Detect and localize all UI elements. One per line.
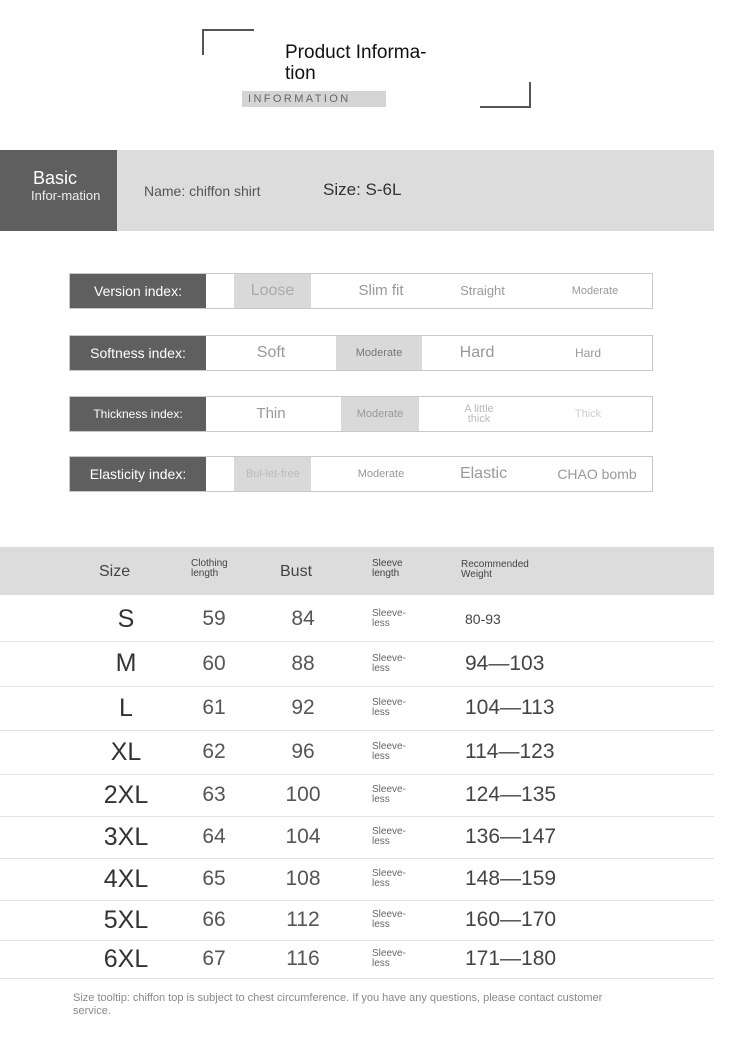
cell-sleeve: Sleeve-less <box>372 741 406 762</box>
cell-bust: 104 <box>285 825 321 848</box>
cell-weight: 94—103 <box>465 651 545 675</box>
index-option-selected: Moderate <box>341 397 419 431</box>
header-sleeve-length: Sleeve length <box>372 558 403 579</box>
table-row <box>0 686 714 730</box>
cell-size: 3XL <box>103 822 149 851</box>
header-recommended-weight: Recommended Weight <box>461 559 529 580</box>
index-label: Thickness index: <box>70 397 206 431</box>
product-size-range: Size: S-6L <box>323 180 402 199</box>
cell-bust: 100 <box>285 783 321 806</box>
cell-size: XL <box>110 737 142 766</box>
table-row <box>0 940 714 978</box>
index-option: Straight <box>460 283 505 298</box>
index-option: A little thick <box>464 403 494 425</box>
cell-size: 4XL <box>103 864 149 893</box>
cell-sleeve: Sleeve-less <box>372 697 406 718</box>
table-row <box>0 641 714 686</box>
cell-length: 65 <box>202 867 226 890</box>
size-table-header <box>0 547 714 595</box>
index-option: Elastic <box>459 465 508 482</box>
cell-length: 67 <box>202 947 226 970</box>
cell-length: 64 <box>202 825 226 848</box>
table-row <box>0 858 714 900</box>
cell-size: 6XL <box>103 944 149 973</box>
index-label: Elasticity index: <box>70 457 206 491</box>
info-subtitle: INFORMATION <box>242 91 386 107</box>
corner-decoration-top-left <box>202 29 254 55</box>
cell-sleeve: Sleeve-less <box>372 948 406 969</box>
index-option: Hard <box>574 346 601 360</box>
size-tooltip: Size tooltip: chiffon top is subject to chest circumference. If you have any questions, please contact customer service. <box>73 992 603 1017</box>
table-row <box>0 774 714 816</box>
corner-decoration-bottom-right <box>480 82 531 108</box>
cell-bust: 96 <box>291 740 315 763</box>
table-row <box>0 816 714 858</box>
cell-weight: 114—123 <box>465 740 555 763</box>
cell-length: 60 <box>202 651 226 675</box>
cell-sleeve: Sleeve-less <box>372 608 406 629</box>
index-option <box>206 274 234 308</box>
cell-size: L <box>119 693 133 722</box>
version-index-row <box>69 273 653 309</box>
cell-bust: 84 <box>291 607 315 630</box>
cell-weight: 136—147 <box>465 825 557 848</box>
cell-length: 63 <box>202 783 226 806</box>
header-clothing-length: Clothing length <box>191 558 228 579</box>
cell-sleeve: Sleeve-less <box>372 909 406 930</box>
cell-size: M <box>115 649 137 677</box>
index-option <box>206 457 234 491</box>
cell-bust: 108 <box>285 867 321 890</box>
cell-size: S <box>117 604 135 633</box>
cell-length: 62 <box>202 740 226 763</box>
cell-size: 5XL <box>103 905 149 934</box>
cell-length: 66 <box>202 908 226 931</box>
index-option-selected: Bul-let-free <box>234 457 311 491</box>
cell-weight: 160—170 <box>465 908 557 931</box>
cell-length: 59 <box>202 607 226 630</box>
index-option: Moderate <box>357 468 405 480</box>
basic-info-subtitle: Infor-mation <box>31 188 101 203</box>
elasticity-index-row <box>69 456 653 492</box>
softness-index-row <box>69 335 653 371</box>
index-option: Soft <box>256 344 286 361</box>
cell-size: 2XL <box>103 780 149 809</box>
cell-weight: 80-93 <box>465 611 501 627</box>
index-option: CHAO bomb <box>557 466 637 482</box>
header-bust: Bust <box>280 563 313 580</box>
index-option: Thick <box>574 408 602 420</box>
cell-sleeve: Sleeve-less <box>372 784 406 805</box>
cell-weight: 148—159 <box>465 867 557 890</box>
header-size: Size <box>99 563 131 580</box>
row-divider <box>0 978 714 979</box>
table-row <box>0 597 714 641</box>
cell-bust: 88 <box>291 651 315 675</box>
index-option: Slim fit <box>358 282 404 299</box>
cell-bust: 116 <box>286 947 320 970</box>
cell-weight: 124—135 <box>465 783 557 806</box>
cell-bust: 112 <box>286 908 320 931</box>
table-row <box>0 730 714 774</box>
cell-length: 61 <box>202 696 226 719</box>
index-option: Thin <box>256 405 286 422</box>
index-option-selected: Loose <box>234 274 311 308</box>
index-option: Moderate <box>571 285 619 297</box>
product-name: Name: chiffon shirt <box>144 183 261 199</box>
cell-bust: 92 <box>291 696 315 719</box>
cell-sleeve: Sleeve-less <box>372 652 406 674</box>
page-title: Product Informa-tion <box>285 42 427 84</box>
basic-info-title: Basic <box>33 168 78 188</box>
table-row <box>0 900 714 940</box>
thickness-index-row <box>69 396 653 432</box>
index-label: Version index: <box>70 274 206 308</box>
cell-sleeve: Sleeve-less <box>372 826 406 847</box>
index-label: Softness index: <box>70 336 206 370</box>
cell-sleeve: Sleeve-less <box>372 868 406 889</box>
index-option: Hard <box>459 344 495 361</box>
cell-weight: 104—113 <box>465 696 555 719</box>
cell-weight: 171—180 <box>465 947 557 970</box>
index-option-selected: Moderate <box>336 336 422 370</box>
